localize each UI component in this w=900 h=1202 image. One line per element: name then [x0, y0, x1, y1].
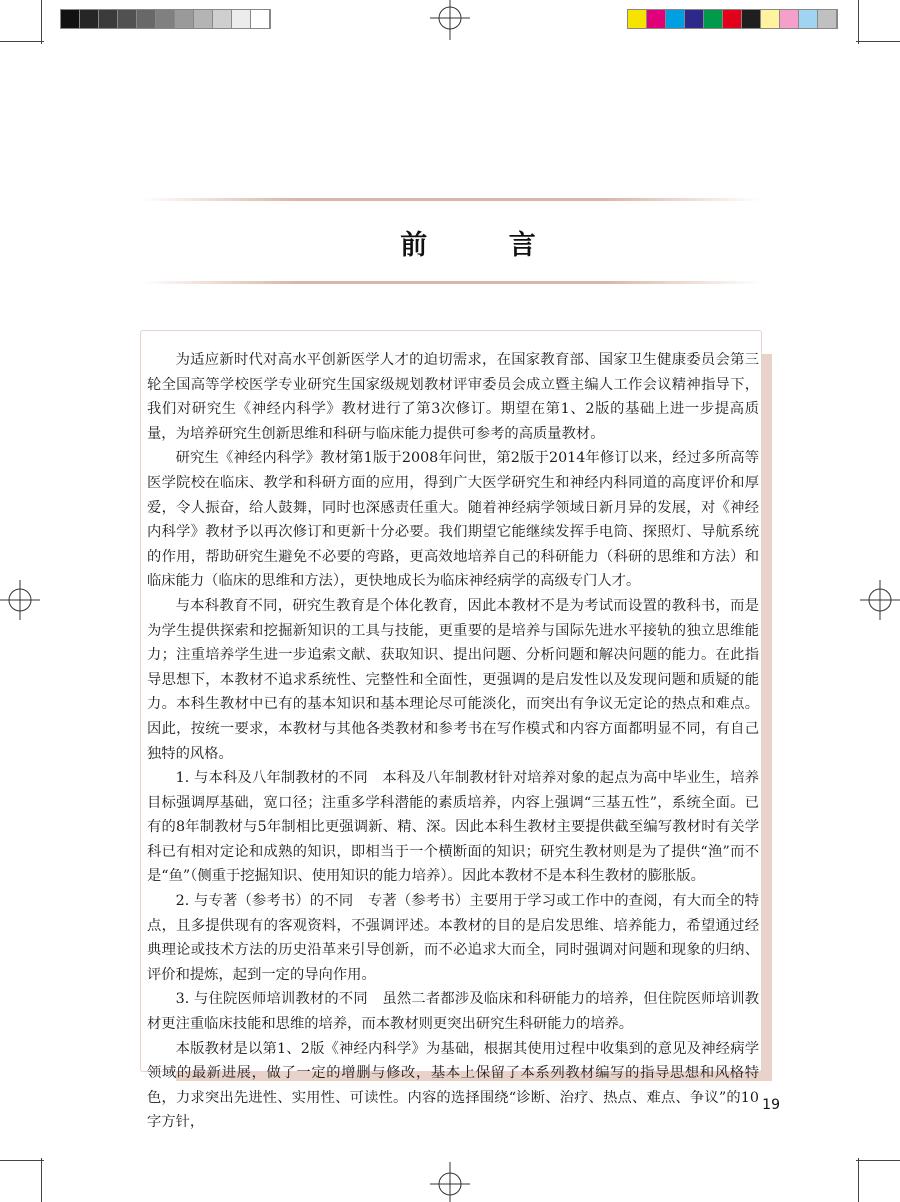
gray-swatch	[213, 10, 232, 28]
gray-swatch	[251, 10, 270, 28]
color-swatch	[685, 10, 704, 28]
crop-mark-top-left-h	[0, 41, 44, 42]
gray-swatch	[156, 10, 175, 28]
gray-swatch	[194, 10, 213, 28]
registration-mark-left-icon	[0, 580, 40, 620]
color-swatch	[761, 10, 780, 28]
color-swatch	[723, 10, 742, 28]
color-swatch	[780, 10, 799, 28]
grayscale-calibration-bar	[60, 9, 271, 29]
color-swatch	[628, 10, 647, 28]
crop-mark-top-right-v	[858, 0, 859, 44]
color-calibration-bar	[627, 9, 838, 29]
gray-swatch	[80, 10, 99, 28]
color-swatch	[666, 10, 685, 28]
color-swatch	[647, 10, 666, 28]
crop-mark-bottom-right-v	[858, 1158, 859, 1202]
registration-mark-top-icon	[430, 0, 470, 40]
title-rule-bottom	[140, 281, 762, 284]
title-rule-top	[140, 198, 762, 201]
page-number: 19	[762, 1097, 780, 1113]
paragraph: 1. 与本科及八年制教材的不同 本科及八年制教材针对培养对象的起点为高中毕业生，培养目标强调厚基础，宽口径；注重多学科潜能的素质培养，内容上强调“三基五性”，系统全面。已有的8年制教材与5年制相比更强调新、精、深。因此本科生教材主要提供截至编写教材时有关学科已有相对定论和成熟的知识，即相当于一个横断面的知识；研究生教材则是为了提供“渔”而不是“鱼”（侧重于挖掘知识、使用知识的能力培养）。因此本教材不是本科生教材的膨胀版。	[147, 770, 759, 885]
registration-mark-bottom-icon	[430, 1162, 470, 1202]
gray-swatch	[99, 10, 118, 28]
crop-mark-top-right-h	[856, 41, 900, 42]
preface-body	[147, 348, 759, 1135]
paragraph: 研究生《神经内科学》教材第1版于2008年问世，第2版于2014年修订以来，经过多所高等医学院校在临床、教学和科研方面的应用，得到广大医学研究生和神经内科同道的高度评价和厚爱，令人振奋，给人鼓舞，同时也深感责任重大。随着神经病学领域日新月异的发展，对《神经内科学》教材予以再次修订和更新十分必要。我们期望它能继续发挥手电筒、探照灯、导航系统的作用，帮助研究生避免不必要的弯路，更高效地培养自己的科研能力（科研的思维和方法）和临床能力（临床的思维和方法），更快地成长为临床神经病学的高级专门人才。	[147, 450, 759, 590]
gray-swatch	[118, 10, 137, 28]
crop-mark-bottom-left-v	[41, 1158, 42, 1202]
gray-swatch	[175, 10, 194, 28]
color-swatch	[704, 10, 723, 28]
paragraph: 3. 与住院医师培训教材的不同 虽然二者都涉及临床和科研能力的培养，但住院医师培训教材更注重临床技能和思维的培养，而本教材则更突出研究生科研能力的培养。	[147, 991, 759, 1033]
crop-mark-bottom-right-h	[856, 1160, 900, 1161]
color-swatch	[799, 10, 818, 28]
registration-mark-right-icon	[860, 580, 900, 620]
gray-swatch	[137, 10, 156, 28]
paragraph: 与本科教育不同，研究生教育是个体化教育，因此本教材不是为考试而设置的教科书，而是为学生提供探索和挖掘新知识的工具与技能，更重要的是培养与国际先进水平接轨的独立思维能力；注重培养学生进一步追索文献、获取知识、提出问题、分析问题和解决问题的能力。在此指导思想下，本教材不追求系统性、完整性和全面性，更强调的是启发性以及发现问题和质疑的能力。本科生教材中已有的基本知识和基本理论尽可能淡化，而突出有争议无定论的热点和难点。因此，按统一要求，本教材与其他各类教材和参考书在写作模式和内容方面都明显不同，有自己独特的风格。	[147, 597, 759, 762]
paragraph: 为适应新时代对高水平创新医学人才的迫切需求，在国家教育部、国家卫生健康委员会第三轮全国高等学校医学专业研究生国家级规划教材评审委员会成立暨主编人工作会议精神指导下，我们对研究生《神经内科学》教材进行了第3次修订。期望在第1、2版的基础上进一步提高质量，为培养研究生创新思维和科研与临床能力提供可参考的高质量教材。	[147, 352, 759, 442]
color-swatch	[818, 10, 837, 28]
paragraph: 2. 与专著（参考书）的不同 专著（参考书）主要用于学习或工作中的查阅，有大而全的特点，且多提供现有的客观资料，不强调评述。本教材的目的是启发思维、培养能力，希望通过经典理论或技术方法的历史沿革来引导创新，而不必追求大而全，同时强调对问题和现象的归纳、评价和提炼，起到一定的导向作用。	[147, 893, 759, 983]
page-title: 前 言	[400, 230, 572, 261]
gray-swatch	[61, 10, 80, 28]
gray-swatch	[232, 10, 251, 28]
paragraph: 本版教材是以第1、2版《神经内科学》为基础，根据其使用过程中收集到的意见及神经病学领域的最新进展，做了一定的增删与修改，基本上保留了本系列教材编写的指导思想和风格特色，力求突出先进性、实用性、可读性。内容的选择围绕“诊断、治疗、热点、难点、争议”的10字方针，	[147, 1040, 759, 1131]
crop-mark-bottom-left-h	[0, 1160, 44, 1161]
crop-mark-top-left-v	[41, 0, 42, 44]
color-swatch	[742, 10, 761, 28]
